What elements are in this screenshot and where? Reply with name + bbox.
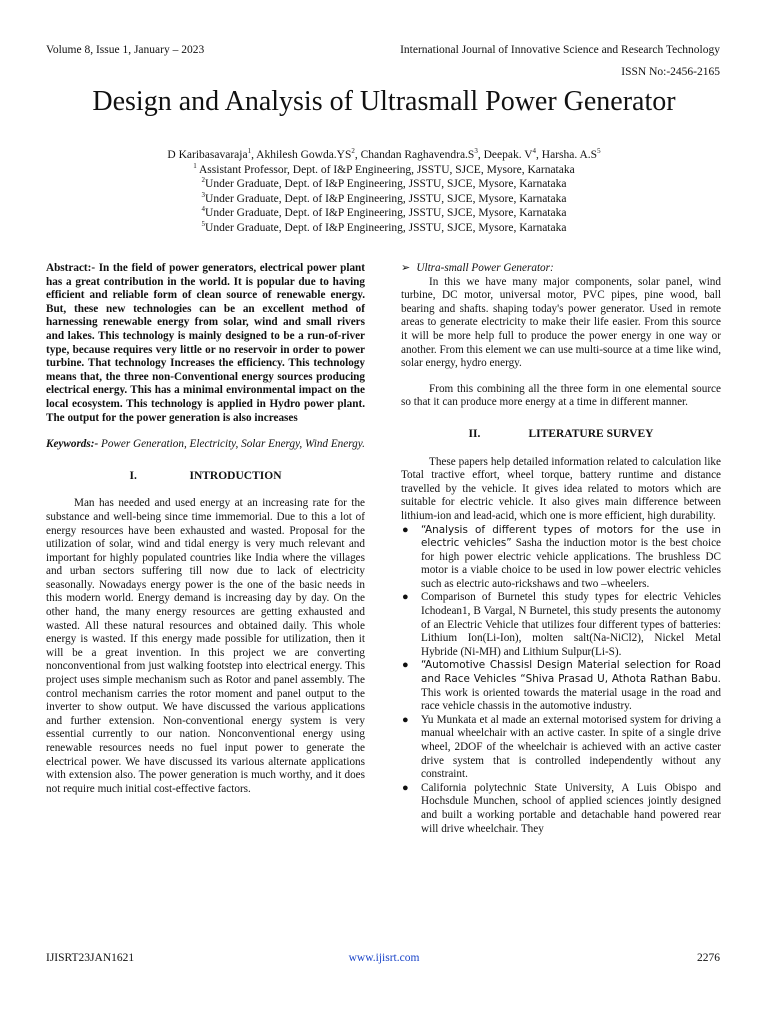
literature-list (401, 524, 721, 837)
section-heading-literature (401, 428, 721, 442)
affiliation-1-text: Assistant Professor, Dept. of I&P Engineering, JSSTU, SJCE, Mysore, Karnataka (196, 163, 575, 176)
header-issn: ISSN No:-2456-2165 (621, 66, 720, 78)
bullet-icon: ● (402, 713, 409, 726)
author-1-sup: 1 (247, 147, 252, 156)
ultra-paragraph-2: From this combining all the three form in one elemental source so that it can produce more energy at a time in different manner. (401, 382, 721, 409)
list-item-text: This work is oriented towards the material usage in the road and race vehicle chassis in the automotive industry. (421, 686, 721, 713)
affiliation-5-text: Under Graduate, Dept. of I&P Engineering, JSSTU, SJCE, Mysore, Karnataka (205, 221, 567, 234)
keywords (46, 438, 365, 452)
list-item (402, 781, 721, 836)
affiliation-5 (0, 221, 768, 236)
subsection-title: Ultra-small Power Generator: (416, 262, 554, 274)
keywords-text: Power Generation, Electricity, Solar Energy, Wind Energy. (98, 438, 365, 451)
bullet-icon: ● (402, 659, 409, 672)
author-3-sup: 3 (474, 147, 478, 156)
header-volume: Volume 8, Issue 1, January – 2023 (46, 44, 205, 56)
author-4-sup: 4 (532, 147, 537, 156)
author-5: , Harsha. A.S (536, 149, 598, 161)
affiliation-2-sup: 2 (201, 176, 206, 185)
list-item (402, 523, 722, 592)
section-title: INTRODUCTION (189, 469, 282, 482)
section-number: I. (129, 469, 137, 482)
footer-paper-id: IJISRT23JAN1621 (46, 952, 135, 964)
section-number: II. (468, 427, 481, 440)
affiliation-1-sup: 1 (193, 161, 197, 170)
author-2: , Akhilesh Gowda.YS (251, 149, 352, 161)
list-item (402, 591, 721, 659)
affiliation-4-sup: 4 (201, 205, 206, 214)
list-item-text: Comparison of Burnetel this study types for electric Vehicles Ichodean1, B Vargal, N Burnetel, this study presents the autonomy of an Electric Vehicle that utilizes four different types of batteries: Lithium Ion(Li-Ion), molten salt(Na-NiCl2), Nickel Metal Hybride (Ni-MH) and Lithium Sulpur(Li-S). (421, 591, 721, 658)
affiliation-4-text: Under Graduate, Dept. of I&P Engineering, JSSTU, SJCE, Mysore, Karnataka (205, 207, 567, 219)
author-line (0, 148, 768, 163)
author-1: D Karibasavaraja (167, 149, 248, 161)
list-item-text: Sasha the induction motor is the best choice for high power electric vehicle applications. The brushless DC motor is a viable choice to be used in low power electric vehicles such as electric auto-rickshaws and two –wheelers. (421, 537, 722, 590)
list-item-emphasis: “Automotive Chassisl Design Material selection for Road and Race Vehicles “Shiva Prasad U, Athota Rathan Babu. (421, 659, 721, 686)
bullet-icon: ● (402, 781, 409, 794)
bullet-icon: ● (402, 523, 409, 536)
left-column (46, 262, 365, 796)
list-item-text: California polytechnic State University, A Luis Obispo and Hochsdule Munchen, school of applied sciences jointly designed and built a working portable and detachable hand powered rear will drive wheelchair. They (421, 781, 721, 835)
list-item-text: Yu Munkata et al made an external motorised system for driving a manual wheelchair with an active caster. In spite of a single drive wheel, 2DOF of the wheelchair is achieved with an active caster drive system that is controlled independently without any constraint. (421, 713, 721, 781)
section-heading-introduction (46, 470, 365, 484)
header-journal: International Journal of Innovative Science and Research Technology (400, 44, 720, 56)
affiliation-4 (0, 206, 768, 221)
affiliation-2 (0, 177, 768, 192)
right-column (401, 262, 721, 836)
section-title: LITERATURE SURVEY (528, 427, 654, 440)
bullet-icon: ● (402, 591, 409, 604)
author-block (0, 148, 768, 235)
author-4: , Deepak. V (477, 149, 533, 161)
footer-website-link[interactable]: www.ijisrt.com (348, 952, 420, 964)
author-5-sup: 5 (597, 147, 601, 156)
literature-intro: These papers help detailed information related to calculation like Total tractive effort, wheel torque, battery runtime and distance travelled by the vehicle. It gives idea related to motors which are suitable for electric vehicle. It also gives main difference between lithium-ion and lead-acid, which one is more efficient, high durability. (401, 455, 721, 522)
affiliation-3-sup: 3 (201, 190, 206, 199)
list-item (402, 659, 721, 713)
paper-title: Design and Analysis of Ultrasmall Power Generator (92, 86, 676, 117)
list-item-emphasis: “Analysis of different types of motors for the use in electric vehicles” (421, 523, 721, 550)
affiliation-2-text: Under Graduate, Dept. of I&P Engineering, JSSTU, SJCE, Mysore, Karnataka (205, 178, 567, 190)
keywords-label: Keywords:- (46, 438, 99, 451)
affiliation-5-sup: 5 (201, 219, 206, 228)
footer-page-number: 2276 (697, 952, 720, 964)
affiliation-3 (0, 192, 768, 207)
ultra-paragraph-1: In this we have many major components, solar panel, wind turbine, DC motor, universal motor, PVC pipes, pine wood, ball bearing and shafts. shaping today's power generator. Used in remote areas to generate electricity to make their life easier. From this source it will be more help full to produce the power energy in one way or another. From this element we can use multi-source at a time like wind, solar energy, hydro energy. (401, 275, 722, 370)
affiliation-3-text: Under Graduate, Dept. of I&P Engineering, JSSTU, SJCE, Mysore, Karnataka (205, 192, 567, 205)
introduction-text: Man has needed and used energy at an increasing rate for the substance and well-being since time immemorial. Due to this a lot of energy resources have been exhausted and wasted. Proposal for the utilization of solar, wind and tidal energy is very much relevant and important for highly populated countries like India where the villages and urban sectors suffering till now due to lack of electricity seasonally. Nowadays energy power is the one of the basic needs in this modern world. Energy demand is increasing day by day. On the other hand, the many energy resources are getting exhausted and wasted. All these natural resources and obtained daily. This whole energy is wasted. If this energy made possible for utilization, then it will be a great invention. In this project we are converting nonconventional from just walking footstep into electrical energy. This project uses simple mechanism such as Rotor and panel assembly. The control mechanism carries the rotor moment and panel output to the inverter to show output. We have discussed the various applications and further extension. Non-conventional energy system is very essential currently to our nation. Nonconventional energy using renewable resources needs no fuel input power to generate the electrical power. We have discussed its various alternate applications with extension also. The power generation is much worthy, and it does not require much initial cost-effective factors. (46, 497, 365, 795)
abstract-text: Abstract:- In the field of power generators, electrical power plant has a great contribution in the world. It is popular due to having efficient and reliable form of clean source of renewable energy. But, these new technologies can be an excellent method of harnessing renewable energy from solar, wind and small rivers and lakes. This technology is mainly designed to be a run-of-river type, because requires very little or no reservoir in order to power turbine. That technology Increases the efficiency. This technology means that, the three non-Conventional energy sources producing electrical energy. This has a minimal environmental impact on the local ecosystem. This technology is applied in Hydro power plant. The output for the power generation is also increases (46, 262, 365, 424)
list-item (402, 713, 721, 782)
arrow-icon: ➢ (401, 262, 411, 274)
affiliation-1 (0, 163, 768, 178)
author-3: , Chandan Raghavendra.S (354, 149, 475, 161)
subsection-heading-ultra (401, 262, 721, 276)
author-2-sup: 2 (351, 147, 355, 156)
